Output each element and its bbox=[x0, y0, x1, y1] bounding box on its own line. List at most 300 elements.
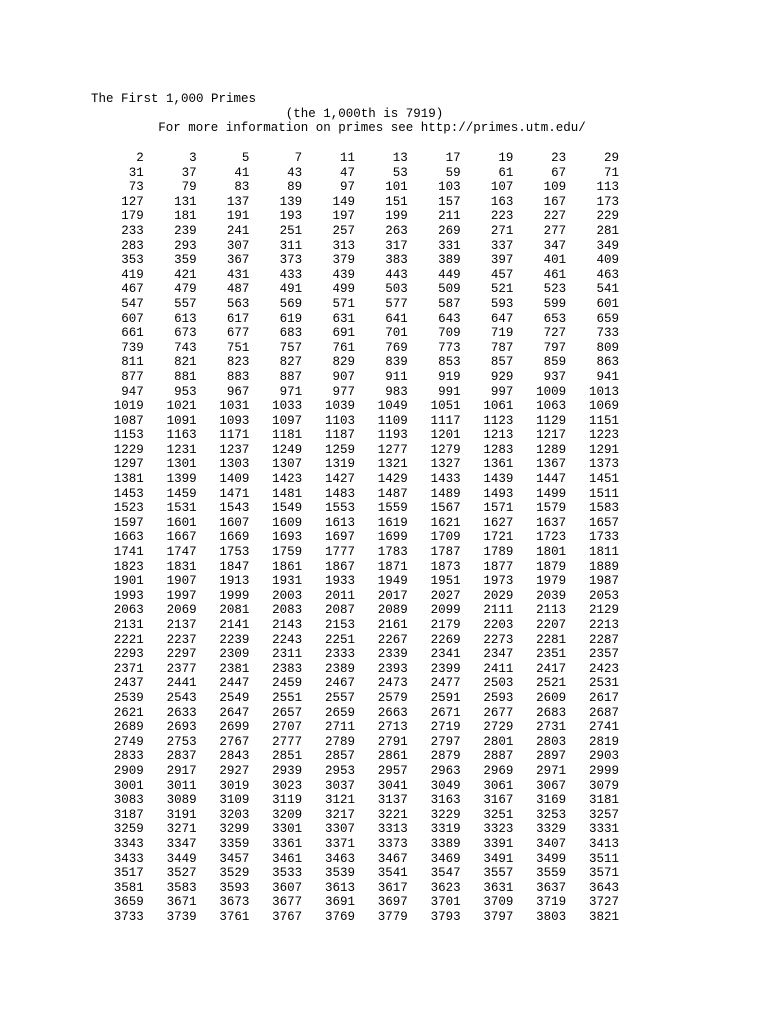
prime-cell: 1867 bbox=[324, 559, 355, 574]
prime-cell: 2687 bbox=[588, 705, 619, 720]
prime-cell: 2753 bbox=[166, 734, 197, 749]
prime-cell: 317 bbox=[385, 238, 408, 253]
prime-cell: 2543 bbox=[166, 690, 197, 705]
prime-cell: 2063 bbox=[113, 603, 144, 618]
prime-cell: 1753 bbox=[219, 545, 250, 560]
prime-cell: 2111 bbox=[483, 603, 514, 618]
prime-cell: 401 bbox=[543, 253, 567, 268]
prime-cell: 23 bbox=[551, 151, 567, 165]
prime-cell: 3511 bbox=[588, 851, 619, 866]
prime-cell: 3187 bbox=[113, 807, 144, 822]
prime-cell: 1741 bbox=[113, 545, 144, 560]
prime-cell: 1187 bbox=[324, 428, 355, 443]
prime-cell: 2683 bbox=[536, 705, 567, 720]
prime-cell: 3371 bbox=[324, 836, 355, 851]
prime-cell: 3041 bbox=[377, 778, 408, 793]
prime-cell: 773 bbox=[438, 340, 461, 355]
table-row bbox=[91, 910, 619, 925]
prime-cell: 1531 bbox=[166, 501, 197, 516]
prime-cell: 1523 bbox=[113, 501, 144, 516]
prime-cell: 3389 bbox=[430, 836, 461, 851]
prime-cell: 1433 bbox=[430, 472, 461, 487]
prime-cell: 2663 bbox=[377, 705, 408, 720]
table-row bbox=[91, 443, 619, 458]
prime-cell: 3019 bbox=[219, 778, 250, 793]
prime-cell: 2081 bbox=[219, 603, 250, 618]
prime-cell: 491 bbox=[279, 282, 303, 297]
prime-cell: 577 bbox=[385, 296, 408, 311]
prime-cell: 3307 bbox=[324, 822, 355, 837]
prime-cell: 2927 bbox=[219, 763, 250, 778]
table-row bbox=[91, 574, 619, 589]
prime-cell: 3259 bbox=[113, 822, 144, 837]
prime-cell: 1019 bbox=[113, 399, 144, 414]
prime-cell: 463 bbox=[596, 267, 619, 282]
prime-cell: 2213 bbox=[588, 618, 619, 632]
prime-cell: 3373 bbox=[377, 836, 408, 851]
document-subtitle-more-info: For more information on primes see http://primes.utm.edu/ bbox=[158, 121, 586, 135]
prime-cell: 3217 bbox=[324, 807, 355, 822]
prime-cell: 1847 bbox=[219, 559, 250, 574]
prime-cell: 3257 bbox=[588, 807, 619, 822]
table-row bbox=[91, 180, 619, 195]
prime-cell: 2477 bbox=[430, 676, 461, 691]
prime-cell: 3533 bbox=[272, 866, 303, 881]
prime-cell: 293 bbox=[174, 238, 197, 253]
prime-cell: 2267 bbox=[377, 632, 408, 647]
prime-cell: 3499 bbox=[536, 851, 567, 866]
prime-cell: 1277 bbox=[377, 442, 408, 457]
prime-cell: 2039 bbox=[536, 588, 567, 603]
prime-cell: 101 bbox=[385, 180, 408, 195]
prime-cell: 2591 bbox=[430, 690, 461, 705]
table-row bbox=[91, 779, 619, 794]
prime-cell: 433 bbox=[279, 267, 303, 282]
prime-cell: 29 bbox=[603, 151, 619, 165]
prime-cell: 2029 bbox=[483, 588, 514, 603]
prime-cell: 3457 bbox=[219, 851, 250, 866]
prime-cell: 3203 bbox=[219, 807, 250, 822]
prime-cell: 3413 bbox=[588, 836, 619, 851]
table-row bbox=[91, 545, 619, 560]
prime-cell: 1973 bbox=[483, 574, 514, 589]
prime-cell: 307 bbox=[226, 238, 250, 253]
prime-cell: 523 bbox=[543, 282, 567, 297]
prime-cell: 1327 bbox=[430, 457, 461, 472]
prime-cell: 1259 bbox=[324, 442, 355, 457]
prime-cell: 419 bbox=[121, 267, 144, 282]
prime-cell: 487 bbox=[226, 282, 250, 297]
prime-cell: 1361 bbox=[483, 457, 514, 472]
prime-cell: 3209 bbox=[272, 807, 303, 822]
prime-cell: 2557 bbox=[324, 690, 355, 705]
prime-cell: 541 bbox=[596, 282, 619, 297]
prime-cell: 2383 bbox=[272, 661, 303, 676]
prime-cell: 929 bbox=[490, 369, 514, 384]
table-row bbox=[91, 852, 619, 867]
prime-cell: 1979 bbox=[536, 574, 567, 589]
prime-cell: 31 bbox=[128, 165, 144, 180]
prime-cell: 263 bbox=[385, 223, 408, 238]
prime-cell: 431 bbox=[226, 267, 250, 282]
table-row bbox=[91, 224, 619, 239]
prime-cell: 743 bbox=[174, 340, 197, 355]
table-row bbox=[91, 647, 619, 662]
table-row bbox=[91, 341, 619, 356]
prime-cell: 2341 bbox=[430, 647, 461, 662]
prime-cell: 1153 bbox=[113, 428, 144, 443]
prime-cell: 3137 bbox=[377, 793, 408, 808]
prime-cell: 3463 bbox=[324, 851, 355, 866]
prime-cell: 73 bbox=[128, 180, 144, 195]
prime-cell: 863 bbox=[596, 355, 619, 370]
prime-cell: 2207 bbox=[536, 618, 567, 632]
table-row bbox=[91, 385, 619, 400]
prime-cell: 1453 bbox=[113, 486, 144, 501]
prime-cell: 1163 bbox=[166, 428, 197, 443]
prime-cell: 3169 bbox=[536, 793, 567, 808]
prime-cell: 751 bbox=[226, 340, 250, 355]
prime-cell: 809 bbox=[596, 340, 619, 355]
prime-cell: 653 bbox=[543, 311, 567, 326]
prime-cell: 1093 bbox=[219, 413, 250, 428]
prime-cell: 2843 bbox=[219, 749, 250, 764]
prime-cell: 3779 bbox=[377, 909, 408, 924]
table-row bbox=[91, 472, 619, 487]
prime-cell: 3011 bbox=[166, 778, 197, 793]
prime-cell: 331 bbox=[438, 238, 461, 253]
prime-cell: 2357 bbox=[588, 647, 619, 662]
prime-cell: 557 bbox=[174, 296, 197, 311]
prime-cell: 2741 bbox=[588, 720, 619, 735]
prime-cell: 503 bbox=[385, 282, 408, 297]
prime-cell: 2347 bbox=[483, 647, 514, 662]
prime-cell: 2963 bbox=[430, 763, 461, 778]
prime-cell: 2113 bbox=[536, 603, 567, 618]
prime-cell: 2027 bbox=[430, 588, 461, 603]
table-row bbox=[91, 530, 619, 545]
prime-cell: 1951 bbox=[430, 574, 461, 589]
prime-cell: 1103 bbox=[324, 413, 355, 428]
prime-cell: 647 bbox=[490, 311, 514, 326]
prime-cell: 2539 bbox=[113, 690, 144, 705]
prime-cell: 1231 bbox=[166, 442, 197, 457]
prime-cell: 1049 bbox=[377, 399, 408, 414]
prime-cell: 47 bbox=[339, 165, 355, 180]
prime-cell: 2423 bbox=[588, 661, 619, 676]
prime-cell: 2789 bbox=[324, 734, 355, 749]
prime-cell: 1609 bbox=[272, 515, 303, 530]
prime-cell: 1171 bbox=[219, 428, 250, 443]
prime-cell: 3299 bbox=[219, 822, 250, 837]
prime-cell: 853 bbox=[438, 355, 461, 370]
prime-cell: 769 bbox=[385, 340, 408, 355]
primes-table bbox=[91, 151, 619, 924]
prime-cell: 509 bbox=[438, 282, 461, 297]
prime-cell: 1823 bbox=[113, 559, 144, 574]
prime-cell: 3079 bbox=[588, 778, 619, 793]
prime-cell: 2311 bbox=[272, 647, 303, 662]
prime-cell: 2309 bbox=[219, 647, 250, 662]
prime-cell: 3343 bbox=[113, 836, 144, 851]
prime-cell: 3559 bbox=[536, 866, 567, 881]
prime-cell: 2953 bbox=[324, 763, 355, 778]
prime-cell: 7 bbox=[294, 151, 303, 165]
prime-cell: 881 bbox=[174, 369, 197, 384]
prime-cell: 3581 bbox=[113, 880, 144, 895]
table-row bbox=[91, 633, 619, 648]
table-row bbox=[91, 662, 619, 677]
table-row bbox=[91, 793, 619, 808]
prime-cell: 659 bbox=[596, 311, 619, 326]
prime-cell: 2293 bbox=[113, 647, 144, 662]
prime-cell: 1483 bbox=[324, 486, 355, 501]
prime-cell: 1069 bbox=[588, 399, 619, 414]
table-row bbox=[91, 866, 619, 881]
prime-cell: 389 bbox=[438, 253, 461, 268]
prime-cell: 2551 bbox=[272, 690, 303, 705]
prime-cell: 907 bbox=[332, 369, 355, 384]
table-row bbox=[91, 312, 619, 327]
prime-cell: 3593 bbox=[219, 880, 250, 895]
prime-cell: 2797 bbox=[430, 734, 461, 749]
prime-cell: 461 bbox=[543, 267, 567, 282]
prime-cell: 1321 bbox=[377, 457, 408, 472]
prime-cell: 3191 bbox=[166, 807, 197, 822]
prime-cell: 953 bbox=[174, 384, 197, 399]
prime-cell: 1549 bbox=[272, 501, 303, 516]
prime-cell: 1511 bbox=[588, 486, 619, 501]
table-row bbox=[91, 209, 619, 224]
prime-cell: 563 bbox=[226, 296, 250, 311]
prime-cell: 5 bbox=[241, 151, 250, 165]
prime-cell: 601 bbox=[596, 296, 619, 311]
prime-cell: 251 bbox=[279, 223, 303, 238]
table-row bbox=[91, 282, 619, 297]
prime-cell: 421 bbox=[174, 267, 197, 282]
prime-cell: 1201 bbox=[430, 428, 461, 443]
prime-cell: 1879 bbox=[536, 559, 567, 574]
prime-cell: 2269 bbox=[430, 632, 461, 647]
prime-cell: 191 bbox=[226, 209, 250, 224]
prime-cell: 2417 bbox=[536, 661, 567, 676]
prime-cell: 457 bbox=[490, 267, 514, 282]
prime-cell: 2473 bbox=[377, 676, 408, 691]
prime-cell: 2153 bbox=[324, 618, 355, 632]
prime-cell: 1931 bbox=[272, 574, 303, 589]
table-row bbox=[91, 881, 619, 896]
table-row bbox=[91, 166, 619, 181]
prime-cell: 3253 bbox=[536, 807, 567, 822]
prime-cell: 2719 bbox=[430, 720, 461, 735]
prime-cell: 3623 bbox=[430, 880, 461, 895]
prime-cell: 3613 bbox=[324, 880, 355, 895]
prime-cell: 797 bbox=[543, 340, 567, 355]
prime-cell: 1601 bbox=[166, 515, 197, 530]
prime-cell: 1759 bbox=[272, 545, 303, 560]
prime-cell: 1429 bbox=[377, 472, 408, 487]
prime-cell: 3761 bbox=[219, 909, 250, 924]
prime-cell: 3719 bbox=[536, 895, 567, 910]
prime-cell: 2129 bbox=[588, 603, 619, 618]
prime-cell: 839 bbox=[385, 355, 408, 370]
prime-cell: 3541 bbox=[377, 866, 408, 881]
prime-cell: 947 bbox=[121, 384, 144, 399]
prime-cell: 673 bbox=[174, 326, 197, 341]
prime-cell: 2467 bbox=[324, 676, 355, 691]
table-row bbox=[91, 253, 619, 268]
table-row bbox=[91, 151, 619, 166]
prime-cell: 1613 bbox=[324, 515, 355, 530]
prime-cell: 3271 bbox=[166, 822, 197, 837]
prime-cell: 3767 bbox=[272, 909, 303, 924]
prime-cell: 3803 bbox=[536, 909, 567, 924]
prime-cell: 1061 bbox=[483, 399, 514, 414]
prime-cell: 2287 bbox=[588, 632, 619, 647]
prime-cell: 3023 bbox=[272, 778, 303, 793]
prime-cell: 829 bbox=[332, 355, 355, 370]
prime-cell: 199 bbox=[385, 209, 408, 224]
prime-cell: 937 bbox=[543, 369, 567, 384]
prime-cell: 3467 bbox=[377, 851, 408, 866]
prime-cell: 2579 bbox=[377, 690, 408, 705]
prime-cell: 1033 bbox=[272, 399, 303, 414]
prime-cell: 3067 bbox=[536, 778, 567, 793]
prime-cell: 2791 bbox=[377, 734, 408, 749]
prime-cell: 3323 bbox=[483, 822, 514, 837]
prime-cell: 1423 bbox=[272, 472, 303, 487]
prime-cell: 277 bbox=[543, 223, 567, 238]
prime-cell: 241 bbox=[226, 223, 250, 238]
prime-cell: 229 bbox=[596, 209, 619, 224]
prime-cell: 233 bbox=[121, 223, 144, 238]
prime-cell: 1109 bbox=[377, 413, 408, 428]
prime-cell: 2141 bbox=[219, 618, 250, 632]
prime-cell: 43 bbox=[287, 165, 303, 180]
table-row bbox=[91, 516, 619, 531]
prime-cell: 2531 bbox=[588, 676, 619, 691]
prime-cell: 3181 bbox=[588, 793, 619, 808]
prime-cell: 1997 bbox=[166, 588, 197, 603]
prime-cell: 1301 bbox=[166, 457, 197, 472]
prime-cell: 151 bbox=[385, 194, 408, 209]
prime-cell: 443 bbox=[385, 267, 408, 282]
prime-cell: 3089 bbox=[166, 793, 197, 808]
prime-cell: 167 bbox=[543, 194, 567, 209]
prime-cell: 3673 bbox=[219, 895, 250, 910]
prime-cell: 347 bbox=[543, 238, 567, 253]
prime-cell: 2087 bbox=[324, 603, 355, 618]
prime-cell: 739 bbox=[121, 340, 144, 355]
prime-cell: 13 bbox=[392, 151, 408, 165]
prime-cell: 1901 bbox=[113, 574, 144, 589]
prime-cell: 281 bbox=[596, 223, 619, 238]
table-row bbox=[91, 589, 619, 604]
prime-cell: 1783 bbox=[377, 545, 408, 560]
prime-cell: 353 bbox=[121, 253, 144, 268]
prime-cell: 1319 bbox=[324, 457, 355, 472]
prime-cell: 2333 bbox=[324, 647, 355, 662]
prime-cell: 2647 bbox=[219, 705, 250, 720]
table-row bbox=[91, 560, 619, 575]
prime-cell: 1559 bbox=[377, 501, 408, 516]
prime-cell: 1493 bbox=[483, 486, 514, 501]
prime-cell: 1193 bbox=[377, 428, 408, 443]
prime-cell: 2609 bbox=[536, 690, 567, 705]
prime-cell: 2393 bbox=[377, 661, 408, 676]
prime-cell: 1097 bbox=[272, 413, 303, 428]
prime-cell: 3769 bbox=[324, 909, 355, 924]
prime-cell: 607 bbox=[121, 311, 144, 326]
prime-cell: 367 bbox=[226, 253, 250, 268]
prime-cell: 59 bbox=[445, 165, 461, 180]
prime-cell: 103 bbox=[438, 180, 461, 195]
prime-cell: 821 bbox=[174, 355, 197, 370]
prime-cell: 3361 bbox=[272, 836, 303, 851]
prime-cell: 2053 bbox=[588, 588, 619, 603]
prime-cell: 3319 bbox=[430, 822, 461, 837]
prime-cell: 1747 bbox=[166, 545, 197, 560]
table-row bbox=[91, 691, 619, 706]
prime-cell: 2833 bbox=[113, 749, 144, 764]
prime-cell: 2521 bbox=[536, 676, 567, 691]
prime-cell: 1237 bbox=[219, 442, 250, 457]
prime-cell: 2237 bbox=[166, 632, 197, 647]
prime-cell: 1699 bbox=[377, 530, 408, 545]
prime-cell: 1987 bbox=[588, 574, 619, 589]
prime-cell: 3001 bbox=[113, 778, 144, 793]
prime-cell: 107 bbox=[490, 180, 514, 195]
prime-cell: 3037 bbox=[324, 778, 355, 793]
prime-cell: 311 bbox=[279, 238, 303, 253]
prime-cell: 1543 bbox=[219, 501, 250, 516]
prime-cell: 1471 bbox=[219, 486, 250, 501]
prime-cell: 1567 bbox=[430, 501, 461, 516]
prime-cell: 2999 bbox=[588, 763, 619, 778]
prime-cell: 97 bbox=[339, 180, 355, 195]
prime-cell: 2017 bbox=[377, 588, 408, 603]
prime-cell: 467 bbox=[121, 282, 144, 297]
prime-cell: 61 bbox=[498, 165, 514, 180]
table-row bbox=[91, 676, 619, 691]
prime-cell: 2411 bbox=[483, 661, 514, 676]
prime-cell: 823 bbox=[226, 355, 250, 370]
table-row bbox=[91, 457, 619, 472]
prime-cell: 1553 bbox=[324, 501, 355, 516]
prime-cell: 2939 bbox=[272, 763, 303, 778]
prime-cell: 631 bbox=[332, 311, 355, 326]
prime-cell: 2441 bbox=[166, 676, 197, 691]
prime-cell: 2801 bbox=[483, 734, 514, 749]
prime-cell: 1789 bbox=[483, 545, 514, 560]
prime-cell: 3671 bbox=[166, 895, 197, 910]
prime-cell: 3331 bbox=[588, 822, 619, 837]
prime-cell: 2239 bbox=[219, 632, 250, 647]
prime-cell: 887 bbox=[279, 369, 303, 384]
prime-cell: 757 bbox=[279, 340, 303, 355]
prime-cell: 499 bbox=[332, 282, 355, 297]
table-row bbox=[91, 239, 619, 254]
table-row bbox=[91, 428, 619, 443]
prime-cell: 41 bbox=[234, 165, 250, 180]
prime-cell: 3797 bbox=[483, 909, 514, 924]
table-row bbox=[91, 720, 619, 735]
prime-cell: 3391 bbox=[483, 836, 514, 851]
prime-cell: 79 bbox=[181, 180, 197, 195]
prime-cell: 2711 bbox=[324, 720, 355, 735]
prime-cell: 2437 bbox=[113, 676, 144, 691]
prime-cell: 1723 bbox=[536, 530, 567, 545]
